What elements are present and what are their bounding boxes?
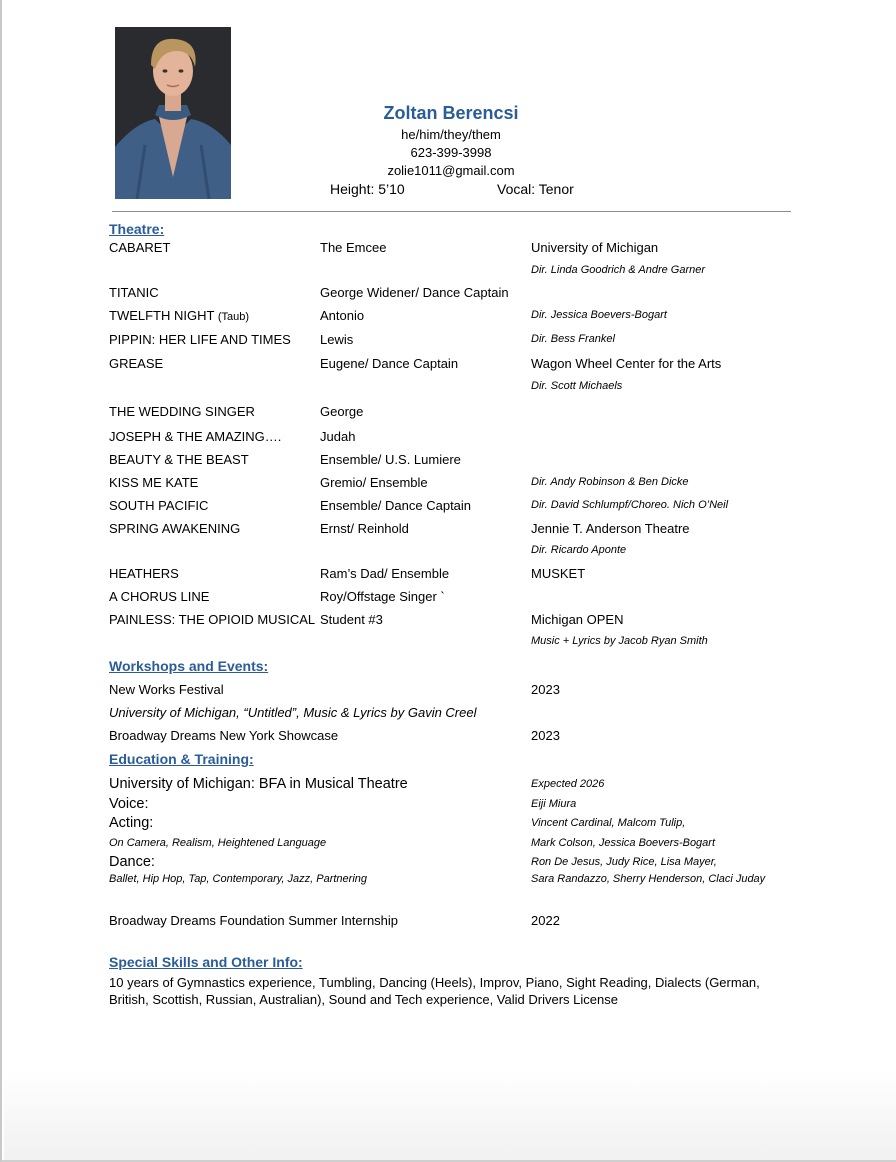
section-heading-education: Education & Training: <box>109 751 254 767</box>
credit-show: A CHORUS LINE <box>109 589 210 604</box>
credit-role: Gremio/ Ensemble <box>320 475 428 490</box>
credit-director: Dir. Linda Goodrich & Andre Garner <box>531 264 706 276</box>
credit-show: GREASE <box>109 356 164 371</box>
internship-year: 2022 <box>531 913 560 928</box>
credit-show: KISS ME KATE <box>109 475 199 490</box>
vocal-range: Vocal: Tenor <box>497 181 574 197</box>
workshop-name: Broadway Dreams New York Showcase <box>109 728 339 743</box>
acting-teachers: Mark Colson, Jessica Boevers-Bogart <box>531 837 716 849</box>
internship: Broadway Dreams Foundation Summer Internship <box>109 913 399 928</box>
dance-teachers: Ron De Jesus, Judy Rice, Lisa Mayer, <box>531 856 717 868</box>
credit-show: PIPPIN: HER LIFE AND TIMES <box>109 332 291 347</box>
credit-venue: Wagon Wheel Center for the Arts <box>531 356 722 371</box>
credit-role: Student #3 <box>320 612 383 627</box>
phone-number: 623-399-3998 <box>410 145 492 160</box>
credit-director: Dir. Scott Michaels <box>531 380 623 392</box>
height: Height: 5’10 <box>330 181 405 197</box>
voice-teachers: Eiji Miura <box>531 798 577 810</box>
degree: University of Michigan: BFA in Musical Theatre <box>109 776 408 792</box>
credit-venue: Michigan OPEN <box>531 612 624 627</box>
credit-show: HEATHERS <box>109 566 179 581</box>
acting-detail: On Camera, Realism, Heightened Language <box>109 837 327 849</box>
credit-director: Dir. Bess Frankel <box>531 333 615 345</box>
acting-teachers: Vincent Cardinal, Malcom Tulip, <box>531 817 686 829</box>
credit-role: Ernst/ Reinhold <box>320 521 409 536</box>
credit-director: Music + Lyrics by Jacob Ryan Smith <box>531 635 708 647</box>
workshop-detail: University of Michigan, “Untitled”, Music & Lyrics by Gavin Creel <box>109 705 477 720</box>
credit-show: THE WEDDING SINGER <box>109 404 255 419</box>
credit-role: The Emcee <box>320 240 387 255</box>
credit-director: Dir. Andy Robinson & Ben Dicke <box>531 476 689 488</box>
degree-status: Expected 2026 <box>531 778 605 790</box>
credit-director: Dir. Jessica Boevers-Bogart <box>531 309 667 321</box>
credit-show: CABARET <box>109 240 171 255</box>
credit-show: TWELFTH NIGHT (Taub) <box>109 308 250 323</box>
voice-label: Voice: <box>109 796 149 812</box>
credit-director: Dir. David Schlumpf/Choreo. Nich O’Neil <box>531 499 729 511</box>
section-heading-skills: Special Skills and Other Info: <box>109 954 303 970</box>
credit-show-note: (Taub) <box>217 311 250 323</box>
workshop-year: 2023 <box>531 682 560 697</box>
credit-role: Antonio <box>320 308 365 323</box>
credit-role: Lewis <box>320 332 354 347</box>
credit-role: George <box>320 404 364 419</box>
credit-role: Eugene/ Dance Captain <box>320 356 459 371</box>
page-bottom-shade <box>4 1070 896 1160</box>
credit-show: PAINLESS: THE OPIOID MUSICAL <box>109 612 316 627</box>
credit-show: BEAUTY & THE BEAST <box>109 452 249 467</box>
section-heading-theatre: Theatre: <box>109 221 165 237</box>
section-heading-workshops: Workshops and Events: <box>109 658 269 674</box>
credit-role: Ram’s Dad/ Ensemble <box>320 566 450 581</box>
credit-show: SOUTH PACIFIC <box>109 498 209 513</box>
credit-show: JOSEPH & THE AMAZING…. <box>109 429 282 444</box>
credit-role: Judah <box>320 429 356 444</box>
workshop-name: New Works Festival <box>109 682 224 697</box>
credit-director: Dir. Ricardo Aponte <box>531 544 627 556</box>
header-divider <box>112 211 791 212</box>
credit-venue: Jennie T. Anderson Theatre <box>531 521 690 536</box>
credit-show: SPRING AWAKENING <box>109 521 241 536</box>
pronouns: he/him/they/them <box>401 127 501 142</box>
workshop-year: 2023 <box>531 728 560 743</box>
credit-role: Roy/Offstage Singer ` <box>320 589 445 604</box>
acting-label: Acting: <box>109 815 154 831</box>
credit-role: Ensemble/ U.S. Lumiere <box>320 452 461 467</box>
credit-show: TITANIC <box>109 285 159 300</box>
dance-detail: Ballet, Hip Hop, Tap, Contemporary, Jazz, Partnering <box>109 873 368 885</box>
credit-role: George Widener/ Dance Captain <box>320 285 509 300</box>
dance-label: Dance: <box>109 854 155 870</box>
candidate-name: Zoltan Berencsi <box>383 103 519 123</box>
credit-venue: University of Michigan <box>531 240 659 255</box>
skills-text: 10 years of Gymnastics experience, Tumbling, Dancing (Heels), Improv, Piano, Sight Reading, Dialects (German, British, Scottish, Russian, Australian), Sound and Tech experience, Valid Drivers License <box>109 975 760 1007</box>
credit-venue: MUSKET <box>531 566 586 581</box>
headshot-photo <box>115 27 231 199</box>
email-address: zolie1011@gmail.com <box>387 163 515 178</box>
dance-teachers: Sara Randazzo, Sherry Henderson, Claci Juday <box>531 873 766 885</box>
credit-role: Ensemble/ Dance Captain <box>320 498 472 513</box>
